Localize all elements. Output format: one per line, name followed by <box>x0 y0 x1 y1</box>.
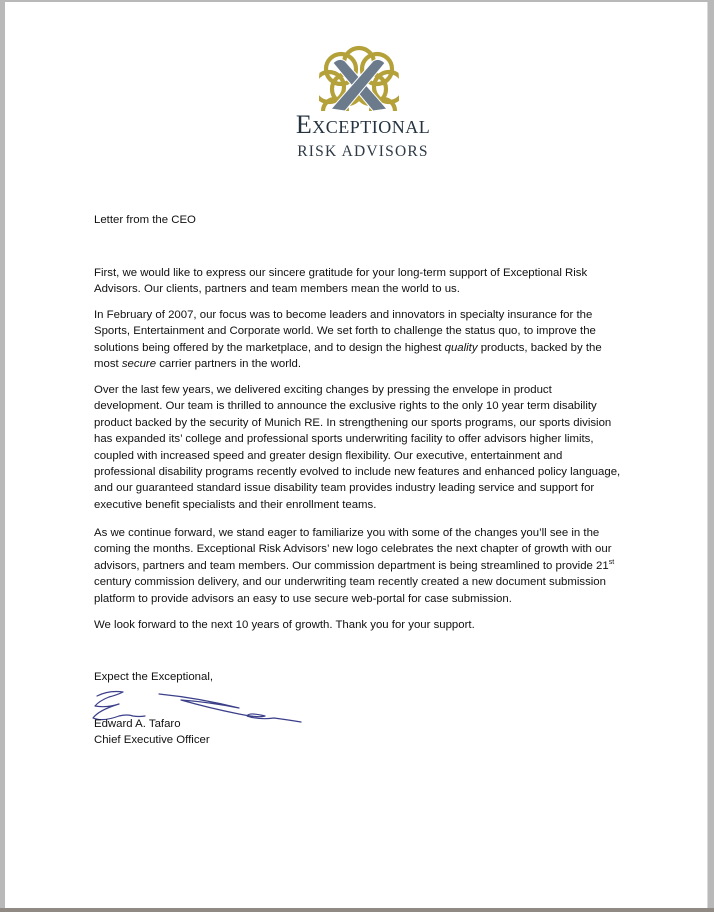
paragraph-2 <box>94 307 654 373</box>
paragraph-line: professional disability programs recently evolved to include new features and enhanced policy language, <box>94 466 621 479</box>
logo-title: Exceptional <box>295 110 431 139</box>
paragraph-line: As we continue forward, we stand eager to familiarize you with some of the changes you’ll see in the <box>94 527 600 539</box>
signer-title: Chief Executive Officer <box>94 734 210 747</box>
paragraph-line: century commission delivery, and our underwriting team recently created a new document submission <box>94 576 606 589</box>
paragraph-line <box>94 356 654 372</box>
logo-subtitle: RISK ADVISORS <box>297 143 429 160</box>
company-logo <box>263 39 463 164</box>
emphasis-secure: secure <box>121 358 157 371</box>
paragraph-line: In February of 2007, our focus was to become leaders and innovators in specialty insurance for the <box>94 309 593 321</box>
paragraph-line: Sports, Entertainment and Corporate world. We set forth to challenge the status quo, to improve the <box>94 325 596 338</box>
paragraph-line: First, we would like to express our sincere gratitude for your long-term support of Exceptional Risk <box>94 267 588 279</box>
emphasis-quality: quality <box>444 341 478 354</box>
text-run: most <box>94 358 122 371</box>
paragraph-line: We look forward to the next 10 years of growth. Thank you for your support. <box>94 619 475 631</box>
paragraph-line: executive benefit specialists and their enrollment teams. <box>94 498 377 511</box>
closing <box>94 669 654 685</box>
text-run: carrier partners in the world. <box>156 358 302 371</box>
text-run: solutions being offered by the marketplace, and to design the highest <box>94 341 445 354</box>
paragraph-line: coming the months. Exceptional Risk Advisors’ new logo celebrates the next chapter of growth with our <box>94 543 612 556</box>
paragraph-1 <box>94 265 654 298</box>
paragraph-line: development. Our team is thrilled to announce the exclusive rights to the only 10 year term disability <box>94 400 597 413</box>
paragraph-line: has expanded its’ college and professional sports underwriting facility to offer advisors higher limits, <box>94 433 594 446</box>
interlaced-x-lattice-icon <box>315 43 403 111</box>
document-page <box>5 2 708 908</box>
paragraph-line <box>94 558 654 574</box>
paragraph-4 <box>94 525 654 607</box>
paragraph-line: product backed by the security of Munich RE. In strengthening our sports programs, our sports division <box>94 416 612 429</box>
paragraph-5 <box>94 617 654 633</box>
paragraph-3 <box>94 382 654 513</box>
signer-name: Edward A. Tafaro <box>94 718 181 730</box>
paragraph-line: coupled with increased speed and greater design flexibility. Our executive, entertainment and <box>94 449 563 462</box>
text-run: products, backed by the <box>477 341 602 354</box>
ordinal-superscript: st <box>608 558 615 566</box>
paragraph-line: platform to provide advisors an easy to use secure web-portal for case submission. <box>94 592 512 605</box>
paragraph-line: Over the last few years, we delivered exciting changes by pressing the envelope in product <box>94 384 552 396</box>
window-bottom-edge <box>0 908 714 912</box>
paragraph-line: Advisors. Our clients, partners and team members mean the world to us. <box>94 283 460 296</box>
paragraph-line: and our guaranteed standard issue disability team provides industry leading service and support for <box>94 482 595 495</box>
heading-text: Letter from the CEO <box>94 214 196 226</box>
letter-heading <box>94 212 654 228</box>
text-run: advisors, partners and team members. Our commission department is being streamlined to provide 21 <box>94 559 609 572</box>
closing-text: Expect the Exceptional, <box>94 671 214 683</box>
paragraph-line <box>94 340 654 356</box>
signer-block <box>94 716 654 749</box>
